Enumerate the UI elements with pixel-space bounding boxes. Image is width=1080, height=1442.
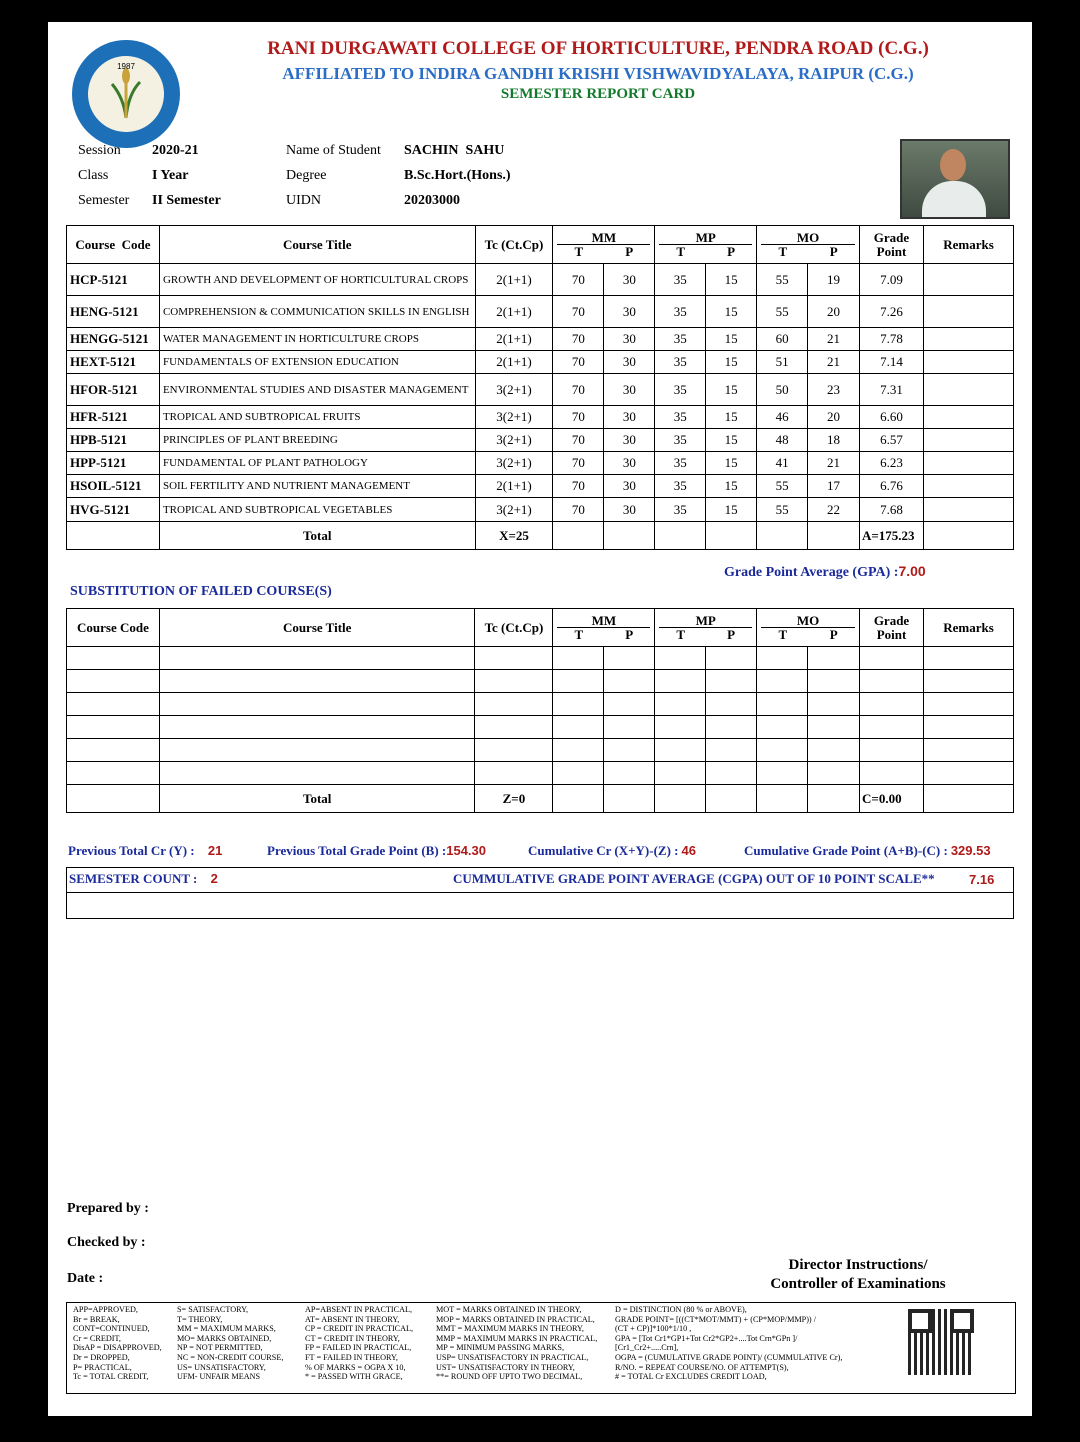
max-marks-practical: 30 <box>604 351 655 374</box>
legend-col-4: MOT = MARKS OBTAINED IN THEORY, MOP = MARKS OBTAINED IN PRACTICAL, MMT = MAXIMUM MARKS IN THEORY, MMP = MAXIMUM MARKS IN PRACTICAL, MP = MINIMUM PASSING MARKS, USP= UNSATISFACTORY IN PRACTICAL, UST= UNSATISFACTORY IN THEORY, **= ROUND OFF UPTO TWO DECIMAL, <box>436 1305 598 1382</box>
total-credits: X=25 <box>475 522 553 550</box>
legend-col-3: AP=ABSENT IN PRACTICAL, AT= ABSENT IN THEORY, CP = CREDIT IN PRACTICAL, CT = CREDIT IN THEORY, FP = FAILED IN PRACTICAL, FT = FAILED IN THEORY, % OF MARKS = OGPA X 10, * = PASSED WITH GRACE, <box>305 1305 414 1382</box>
sub-total-grade-points: C=0.00 <box>860 785 924 813</box>
substitution-cell <box>923 739 1013 762</box>
substitution-cell <box>67 716 160 739</box>
header-mp <box>655 226 757 264</box>
class-label: Class <box>78 168 109 183</box>
obtained-theory: 41 <box>757 452 808 475</box>
remarks <box>923 374 1013 406</box>
max-marks-theory: 70 <box>553 429 604 452</box>
substitution-row <box>67 670 1014 693</box>
header-mp-t: T <box>676 243 686 259</box>
obtained-theory: 46 <box>757 406 808 429</box>
min-pass-practical: 15 <box>706 351 757 374</box>
course-credits: 2(1+1) <box>475 296 553 328</box>
course-code: HFR-5121 <box>67 406 160 429</box>
course-title: COMPREHENSION & COMMUNICATION SKILLS IN ENGLISH <box>159 296 475 328</box>
substitution-table <box>66 608 1014 813</box>
max-marks-theory: 70 <box>553 374 604 406</box>
legend-col-2: S= SATISFACTORY, T= THEORY, MM = MAXIMUM MARKS, MO= MARKS OBTAINED, NP = NOT PERMITTED, NC = NON-CREDIT COURSE, US= UNSATISFACTORY, UFM- UNFAIR MEANS <box>177 1305 284 1382</box>
logo-year: 1987 <box>117 62 135 71</box>
remarks <box>923 452 1013 475</box>
substitution-cell <box>808 693 860 716</box>
substitution-cell <box>655 693 706 716</box>
total-grade-points: A=175.23 <box>859 522 923 550</box>
substitution-cell <box>604 762 655 785</box>
obtained-practical: 21 <box>808 452 860 475</box>
substitution-cell <box>923 762 1013 785</box>
course-credits: 2(1+1) <box>475 351 553 374</box>
substitution-cell <box>655 647 706 670</box>
grade-point: 7.78 <box>859 328 923 351</box>
substitution-cell <box>553 670 604 693</box>
substitution-cell <box>604 739 655 762</box>
substitution-cell <box>706 670 757 693</box>
max-marks-theory: 70 <box>553 475 604 498</box>
substitution-cell <box>860 716 924 739</box>
substitution-cell <box>604 716 655 739</box>
cum-cr-label: Cumulative Cr (X+Y)-(Z) : <box>528 843 679 858</box>
course-credits: 2(1+1) <box>475 264 553 296</box>
report-card-page <box>48 22 1032 1416</box>
director-line-1: Director Instructions/ <box>788 1257 928 1273</box>
checked-by: Checked by : <box>67 1235 146 1250</box>
substitution-cell <box>706 762 757 785</box>
obtained-theory: 55 <box>757 264 808 296</box>
course-table <box>66 225 1014 550</box>
max-marks-theory: 70 <box>553 351 604 374</box>
min-pass-practical: 15 <box>706 374 757 406</box>
header-grade-point: Grade Point <box>859 226 923 264</box>
gpa-line <box>724 563 926 581</box>
course-code: HENGG-5121 <box>67 328 160 351</box>
max-marks-practical: 30 <box>604 374 655 406</box>
min-pass-practical: 15 <box>706 296 757 328</box>
course-row <box>67 328 1014 351</box>
substitution-cell <box>757 762 808 785</box>
substitution-cell <box>553 762 604 785</box>
legend-col-5: D = DISTINCTION (80 % or ABOVE), GRADE POINT= [((CT*MOT/MMT) + (CP*MOP/MMP)) / (CT + CP)]*100*1/10 , GPA = [Tot Cr1*GP1+Tot Cr2*GP2+....Tot Crn*GPn ]/ [Cr1_Cr2+.....Crn], OGPA = (CUMULATIVE GRADE POINT)/ (CUMMULATIVE Cr), R/NO. = REPEAT COURSE/NO. OF ATTEMPT(S), # = TOTAL Cr EXCLUDES CREDIT LOAD, <box>615 1305 843 1382</box>
grade-point: 6.76 <box>859 475 923 498</box>
course-title: ENVIRONMENTAL STUDIES AND DISASTER MANAGEMENT <box>159 374 475 406</box>
course-row <box>67 374 1014 406</box>
header-mo-t: T <box>778 243 788 259</box>
college-name: RANI DURGAWATI COLLEGE OF HORTICULTURE, PENDRA ROAD (C.G.) <box>267 38 929 59</box>
header-remarks: Remarks <box>923 226 1013 264</box>
min-pass-practical: 15 <box>706 429 757 452</box>
substitution-cell <box>604 647 655 670</box>
obtained-practical: 19 <box>808 264 860 296</box>
substitution-cell <box>757 716 808 739</box>
obtained-practical: 18 <box>808 429 860 452</box>
abbreviation-legend <box>66 1302 1016 1394</box>
sub-header-tc: Tc (Ct.Cp) <box>475 609 553 647</box>
substitution-row <box>67 762 1014 785</box>
substitution-cell <box>655 762 706 785</box>
sub-total-label: Total <box>159 785 475 813</box>
substitution-cell <box>860 739 924 762</box>
header-mm-t: T <box>574 243 584 259</box>
max-marks-practical: 30 <box>604 475 655 498</box>
substitution-cell <box>923 670 1013 693</box>
prev-cr-label: Previous Total Cr (Y) : <box>68 843 195 858</box>
grade-point: 7.14 <box>859 351 923 374</box>
substitution-cell <box>923 693 1013 716</box>
director-line-2: Controller of Examinations <box>770 1276 946 1292</box>
header-course-title: Course Title <box>159 226 475 264</box>
course-row <box>67 475 1014 498</box>
sub-header-course-title: Course Title <box>159 609 475 647</box>
course-code: HSOIL-5121 <box>67 475 160 498</box>
prev-cr-value: 21 <box>207 843 223 858</box>
substitution-cell <box>655 739 706 762</box>
header-mo-label: MO <box>761 231 855 245</box>
substitution-cell <box>757 739 808 762</box>
obtained-practical: 21 <box>808 351 860 374</box>
student-name-label: Name of Student <box>286 143 381 158</box>
substitution-cell <box>475 693 553 716</box>
session-value: 2020-21 <box>152 143 199 158</box>
substitution-cell <box>67 647 160 670</box>
min-pass-theory: 35 <box>655 296 706 328</box>
substitution-cell <box>808 716 860 739</box>
substitution-cell <box>67 762 160 785</box>
substitution-cell <box>159 693 475 716</box>
grade-point: 7.31 <box>859 374 923 406</box>
grade-point: 6.57 <box>859 429 923 452</box>
substitution-cell <box>808 762 860 785</box>
total-label: Total <box>159 522 475 550</box>
substitution-cell <box>604 670 655 693</box>
header-mm <box>553 226 655 264</box>
course-row <box>67 498 1014 522</box>
gpa-label: Grade Point Average (GPA) : <box>724 565 899 580</box>
max-marks-theory: 70 <box>553 296 604 328</box>
obtained-practical: 20 <box>808 296 860 328</box>
substitution-cell <box>808 739 860 762</box>
qr-code-icon[interactable] <box>908 1309 974 1375</box>
substitution-row <box>67 693 1014 716</box>
course-row <box>67 452 1014 475</box>
course-credits: 2(1+1) <box>475 475 553 498</box>
cum-cr-value: 46 <box>681 843 696 858</box>
obtained-practical: 23 <box>808 374 860 406</box>
substitution-cell <box>67 693 160 716</box>
substitution-cell <box>808 670 860 693</box>
substitution-cell <box>553 647 604 670</box>
max-marks-practical: 30 <box>604 328 655 351</box>
course-title: WATER MANAGEMENT IN HORTICULTURE CROPS <box>159 328 475 351</box>
min-pass-practical: 15 <box>706 452 757 475</box>
grade-point: 7.68 <box>859 498 923 522</box>
substitution-cell <box>808 647 860 670</box>
substitution-cell <box>860 693 924 716</box>
remarks <box>923 406 1013 429</box>
cum-gp-label: Cumulative Grade Point (A+B)-(C) : <box>744 843 948 858</box>
course-credits: 3(2+1) <box>475 374 553 406</box>
substitution-cell <box>67 739 160 762</box>
course-title: GROWTH AND DEVELOPMENT OF HORTICULTURAL CROPS <box>159 264 475 296</box>
header-tc: Tc (Ct.Cp) <box>475 226 553 264</box>
substitution-cell <box>923 716 1013 739</box>
grade-point: 7.26 <box>859 296 923 328</box>
director-signature <box>738 1256 978 1294</box>
remarks <box>923 351 1013 374</box>
course-credits: 3(2+1) <box>475 452 553 475</box>
remarks <box>923 475 1013 498</box>
max-marks-theory: 70 <box>553 264 604 296</box>
course-title: FUNDAMENTAL OF PLANT PATHOLOGY <box>159 452 475 475</box>
semester-count-label: SEMESTER COUNT : <box>69 871 198 886</box>
min-pass-theory: 35 <box>655 351 706 374</box>
min-pass-theory: 35 <box>655 406 706 429</box>
substitution-title: SUBSTITUTION OF FAILED COURSE(S) <box>70 584 332 599</box>
course-title: FUNDAMENTALS OF EXTENSION EDUCATION <box>159 351 475 374</box>
obtained-theory: 48 <box>757 429 808 452</box>
sub-header-grade-point: Grade Point <box>860 609 924 647</box>
class-value: I Year <box>152 168 189 183</box>
max-marks-practical: 30 <box>604 406 655 429</box>
min-pass-practical: 15 <box>706 475 757 498</box>
substitution-cell <box>706 739 757 762</box>
remarks <box>923 498 1013 522</box>
grade-point: 7.09 <box>859 264 923 296</box>
substitution-cell <box>757 670 808 693</box>
prev-gp-value: 154.30 <box>446 843 486 858</box>
course-credits: 2(1+1) <box>475 328 553 351</box>
min-pass-practical: 15 <box>706 406 757 429</box>
course-row <box>67 406 1014 429</box>
min-pass-practical: 15 <box>706 264 757 296</box>
course-code: HVG-5121 <box>67 498 160 522</box>
cum-gp-value: 329.53 <box>950 843 991 858</box>
substitution-cell <box>655 716 706 739</box>
substitution-cell <box>159 762 475 785</box>
cgpa-box <box>66 867 1014 919</box>
sub-total-credits: Z=0 <box>475 785 553 813</box>
substitution-row <box>67 716 1014 739</box>
substitution-cell <box>475 739 553 762</box>
uidn-label: UIDN <box>286 193 321 208</box>
substitution-cell <box>475 647 553 670</box>
substitution-cell <box>860 647 924 670</box>
semester-value: II Semester <box>152 193 221 208</box>
max-marks-theory: 70 <box>553 406 604 429</box>
max-marks-practical: 30 <box>604 296 655 328</box>
obtained-theory: 55 <box>757 498 808 522</box>
header-mo-p: P <box>829 243 838 259</box>
obtained-practical: 20 <box>808 406 860 429</box>
min-pass-theory: 35 <box>655 452 706 475</box>
course-title: PRINCIPLES OF PLANT BREEDING <box>159 429 475 452</box>
substitution-cell <box>159 647 475 670</box>
substitution-cell <box>706 693 757 716</box>
course-credits: 3(2+1) <box>475 406 553 429</box>
obtained-theory: 55 <box>757 296 808 328</box>
sub-header-mm: MM T P <box>553 609 655 647</box>
header-course-code: Course Code <box>67 226 160 264</box>
session-label: Session <box>78 143 121 158</box>
substitution-cell <box>67 670 160 693</box>
course-row <box>67 264 1014 296</box>
max-marks-practical: 30 <box>604 498 655 522</box>
course-title: SOIL FERTILITY AND NUTRIENT MANAGEMENT <box>159 475 475 498</box>
substitution-cell <box>706 716 757 739</box>
sub-header-mp: MP T P <box>655 609 757 647</box>
course-row <box>67 429 1014 452</box>
min-pass-theory: 35 <box>655 374 706 406</box>
header-mp-label: MP <box>659 231 752 245</box>
course-credits: 3(2+1) <box>475 429 553 452</box>
prepared-by: Prepared by : <box>67 1201 149 1216</box>
min-pass-practical: 15 <box>706 328 757 351</box>
course-title: TROPICAL AND SUBTROPICAL FRUITS <box>159 406 475 429</box>
header-mo <box>757 226 860 264</box>
substitution-cell <box>860 762 924 785</box>
substitution-cell <box>757 693 808 716</box>
uidn-value: 20203000 <box>404 193 460 208</box>
min-pass-theory: 35 <box>655 498 706 522</box>
header-mm-label: MM <box>557 231 650 245</box>
obtained-theory: 50 <box>757 374 808 406</box>
report-title: SEMESTER REPORT CARD <box>500 86 696 102</box>
prev-gp-label: Previous Total Grade Point (B) : <box>267 843 447 858</box>
substitution-cell <box>159 739 475 762</box>
sub-header-remarks: Remarks <box>923 609 1013 647</box>
substitution-row <box>67 739 1014 762</box>
substitution-cell <box>475 670 553 693</box>
sub-header-mo: MO T P <box>757 609 860 647</box>
substitution-cell <box>757 647 808 670</box>
course-code: HPP-5121 <box>67 452 160 475</box>
course-code: HEXT-5121 <box>67 351 160 374</box>
student-name-value: SACHIN SAHU <box>404 143 505 158</box>
cgpa-label: CUMMULATIVE GRADE POINT AVERAGE (CGPA) OUT OF 10 POINT SCALE** <box>453 871 935 886</box>
substitution-cell <box>475 762 553 785</box>
min-pass-practical: 15 <box>706 498 757 522</box>
substitution-cell <box>923 647 1013 670</box>
date-label: Date : <box>67 1271 104 1286</box>
obtained-theory: 60 <box>757 328 808 351</box>
grade-point: 6.23 <box>859 452 923 475</box>
max-marks-theory: 70 <box>553 452 604 475</box>
substitution-cell <box>553 716 604 739</box>
substitution-cell <box>604 693 655 716</box>
substitution-cell <box>706 647 757 670</box>
degree-value: B.Sc.Hort.(Hons.) <box>404 168 511 183</box>
substitution-cell <box>159 670 475 693</box>
remarks <box>923 429 1013 452</box>
min-pass-theory: 35 <box>655 475 706 498</box>
course-credits: 3(2+1) <box>475 498 553 522</box>
substitution-cell <box>553 693 604 716</box>
header-mm-p: P <box>625 243 634 259</box>
affiliation: AFFILIATED TO INDIRA GANDHI KRISHI VISHWAVIDYALAYA, RAIPUR (C.G.) <box>282 64 914 83</box>
obtained-theory: 55 <box>757 475 808 498</box>
course-row <box>67 351 1014 374</box>
semester-count-value: 2 <box>210 871 218 886</box>
max-marks-practical: 30 <box>604 264 655 296</box>
max-marks-practical: 30 <box>604 429 655 452</box>
course-code: HFOR-5121 <box>67 374 160 406</box>
min-pass-theory: 35 <box>655 264 706 296</box>
course-code: HENG-5121 <box>67 296 160 328</box>
obtained-theory: 51 <box>757 351 808 374</box>
gpa-value: 7.00 <box>898 563 926 579</box>
course-row <box>67 296 1014 328</box>
max-marks-theory: 70 <box>553 498 604 522</box>
remarks <box>923 328 1013 351</box>
obtained-practical: 21 <box>808 328 860 351</box>
cgpa-value: 7.16 <box>969 872 995 887</box>
course-code: HPB-5121 <box>67 429 160 452</box>
obtained-practical: 17 <box>808 475 860 498</box>
degree-label: Degree <box>286 168 327 183</box>
substitution-cell <box>475 716 553 739</box>
substitution-cell <box>655 670 706 693</box>
legend-col-1: APP=APPROVED, Br = BREAK, CONT=CONTINUED, Cr = CREDIT, DisAP = DISAPPROVED, Dr = DROPPED, P= PRACTICAL, Tc = TOTAL CREDIT, <box>73 1305 162 1382</box>
student-photo <box>900 139 1010 219</box>
substitution-cell <box>159 716 475 739</box>
max-marks-theory: 70 <box>553 328 604 351</box>
grade-point: 6.60 <box>859 406 923 429</box>
sub-header-course-code: Course Code <box>67 609 160 647</box>
semester-label: Semester <box>78 193 130 208</box>
course-code: HCP-5121 <box>67 264 160 296</box>
summary-line <box>68 843 222 859</box>
course-title: TROPICAL AND SUBTROPICAL VEGETABLES <box>159 498 475 522</box>
remarks <box>923 264 1013 296</box>
max-marks-practical: 30 <box>604 452 655 475</box>
obtained-practical: 22 <box>808 498 860 522</box>
substitution-cell <box>860 670 924 693</box>
header-mp-p: P <box>727 243 736 259</box>
min-pass-theory: 35 <box>655 429 706 452</box>
substitution-cell <box>553 739 604 762</box>
remarks <box>923 296 1013 328</box>
substitution-row <box>67 647 1014 670</box>
min-pass-theory: 35 <box>655 328 706 351</box>
